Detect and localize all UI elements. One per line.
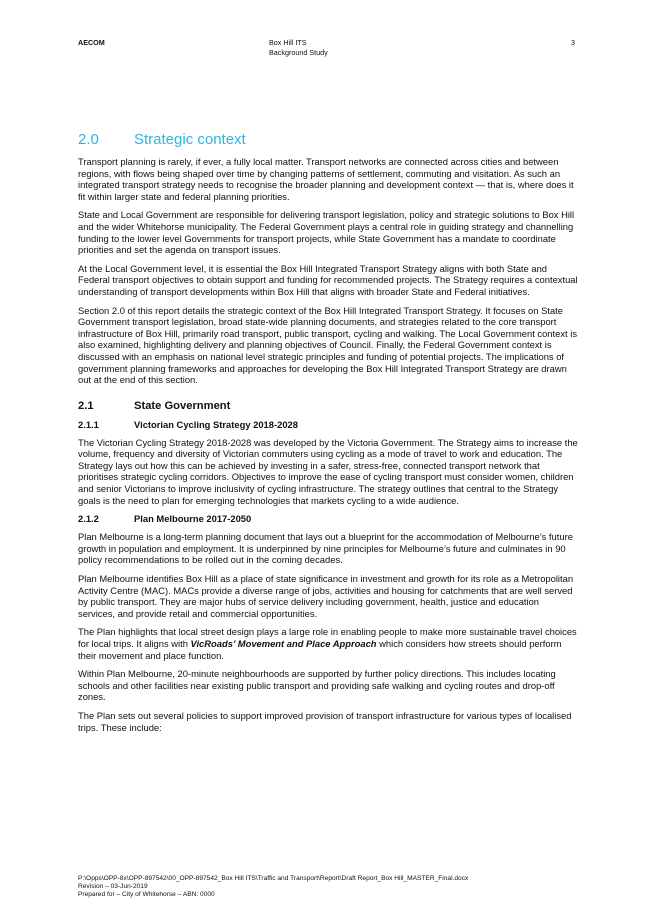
document-title [269, 38, 328, 57]
company-name: AECOM [78, 38, 105, 47]
page-header [78, 38, 575, 62]
section-heading [78, 131, 578, 149]
document-title-line1: Box Hill ITS [269, 38, 307, 47]
emphasized-reference: VicRoads’ Movement and Place Approach [190, 638, 377, 649]
paragraph: The Victorian Cycling Strategy 2018-2028 was developed by the Victoria Government. The Strategy aims to increase the volume, frequency and diversity of Victorian commuters using cycling as a mode of travel to work and education. The Strategy lays out how this can be achieved by investing in a safer, stress-free, connected transport network that prioritises strategic cycling corridors. Objectives to improve the ease of cycling transport must consider women, children and senior Victorians to improve inclusivity of cycling infrastructure. The strategy outlines that central to the Strategy goals is the need to plan for emerging technologies that markets cycling to a wide audience. [78, 436, 578, 506]
subsection-number: 2.1 [78, 399, 94, 412]
subsection-heading [78, 400, 578, 413]
text-run: which considers how streets should perform their movement and place function. [78, 638, 562, 661]
subsubsection-title: Victorian Cycling Strategy 2018-2028 [134, 418, 298, 430]
subsection-title: State Government [134, 399, 231, 412]
section-number: 2.0 [78, 131, 99, 148]
paragraph: Within Plan Melbourne, 20-minute neighbourhoods are supported by further policy directions. This includes locating schools and other facilities near existing public transport and providing safe walking and cycling routes and drop-off zones. [78, 668, 556, 703]
text-run: The Plan highlights that local street design plays a large role in enabling people to make more sustainable travel choices for local trips. It aligns with [78, 626, 577, 649]
subsubsection-heading [78, 513, 578, 525]
subsubsection-title: Plan Melbourne 2017-2050 [134, 513, 252, 525]
paragraph: Section 2.0 of this report details the strategic context of the Box Hill Integrated Transport Strategy. It focuses on State Government transport legislation, broad state-wide planning documents, and strategies related to the core transport infrastructure of Box Hill, primarily road transport, public transport, cycling and walking. The Local Government context is also examined, highlighting delivery and planning objectives of Council. Finally, the Federal Government context is discussed with an emphasis on national level strategic principles and funding of potential projects. The implications of government planning frameworks and approaches for developing the Box Hill Integrated Transport Strategy are drawn out at the end of this section. [78, 304, 578, 386]
subsubsection-number: 2.1.2 [78, 513, 99, 525]
paragraph: The Plan sets out several policies to support improved provision of transport infrastructure for various types of localised trips. These include: [78, 709, 572, 733]
paragraph: State and Local Government are responsible for delivering transport legislation, policy and strategic solutions to Box Hill and the wider Whitehorse municipality. The Federal Government plays a central role in guiding strategy and channelling funding to the lower level Governments for transport projects, while State Government has a mandate to coordinate priorities and set the agenda on transport issues. [78, 209, 575, 256]
subsubsection-heading [78, 419, 578, 431]
paragraph: Plan Melbourne is a long-term planning document that lays out a blueprint for the accommodation of Melbourne’s future growth in population and employment. It is underpinned by nine principles for Melbourne’s future and culminates in 90 policy recommendations to be rolled out in the coming decades. [78, 531, 573, 566]
paragraph: At the Local Government level, it is essential the Box Hill Integrated Transport Strategy aligns with both State and Federal transport objectives to obtain support and funding for recommended projects. The Strategy requires a contextual understanding of transport developments within Box Hill that aligns with broader State and Federal initiatives. [78, 262, 578, 297]
document-title-line2: Background Study [269, 47, 328, 57]
revision: Revision – 03-Jun-2019 [78, 883, 148, 891]
paragraph: Transport planning is rarely, if ever, a fully local matter. Transport networks are connected across cities and between regions, with flows being shaped over time by changing patterns of settlement, commuting and visitation. As such an integrated transport strategy needs to recognise the broader planning and development context — that is, where does it fit within larger state and federal planning priorities. [78, 156, 574, 202]
page-footer [78, 875, 468, 900]
subsubsection-number: 2.1.1 [78, 418, 99, 430]
prepared-for: Prepared for – City of Whitehorse – ABN: 0000 [78, 891, 215, 899]
file-path: P:\Opps\OPP-8x\OPP-897542\00_OPP-897542_Box Hill ITS\Traffic and Transport\Report\Draft Report_Box Hill_MASTER_Final.docx [78, 875, 469, 882]
section-title: Strategic context [134, 131, 246, 148]
paragraph [78, 626, 578, 661]
page-body [78, 131, 578, 740]
paragraph: Plan Melbourne identifies Box Hill as a place of state significance in investment and growth for its role as a Metropolitan Activity Centre (MAC). MACs provide a diverse range of jobs, activities and housing for catchments that are well served by public transport. They are major hubs of service delivery including government, health, justice and education services, and provide retail and commercial opportunities. [78, 573, 574, 619]
page-number: 3 [571, 38, 575, 47]
